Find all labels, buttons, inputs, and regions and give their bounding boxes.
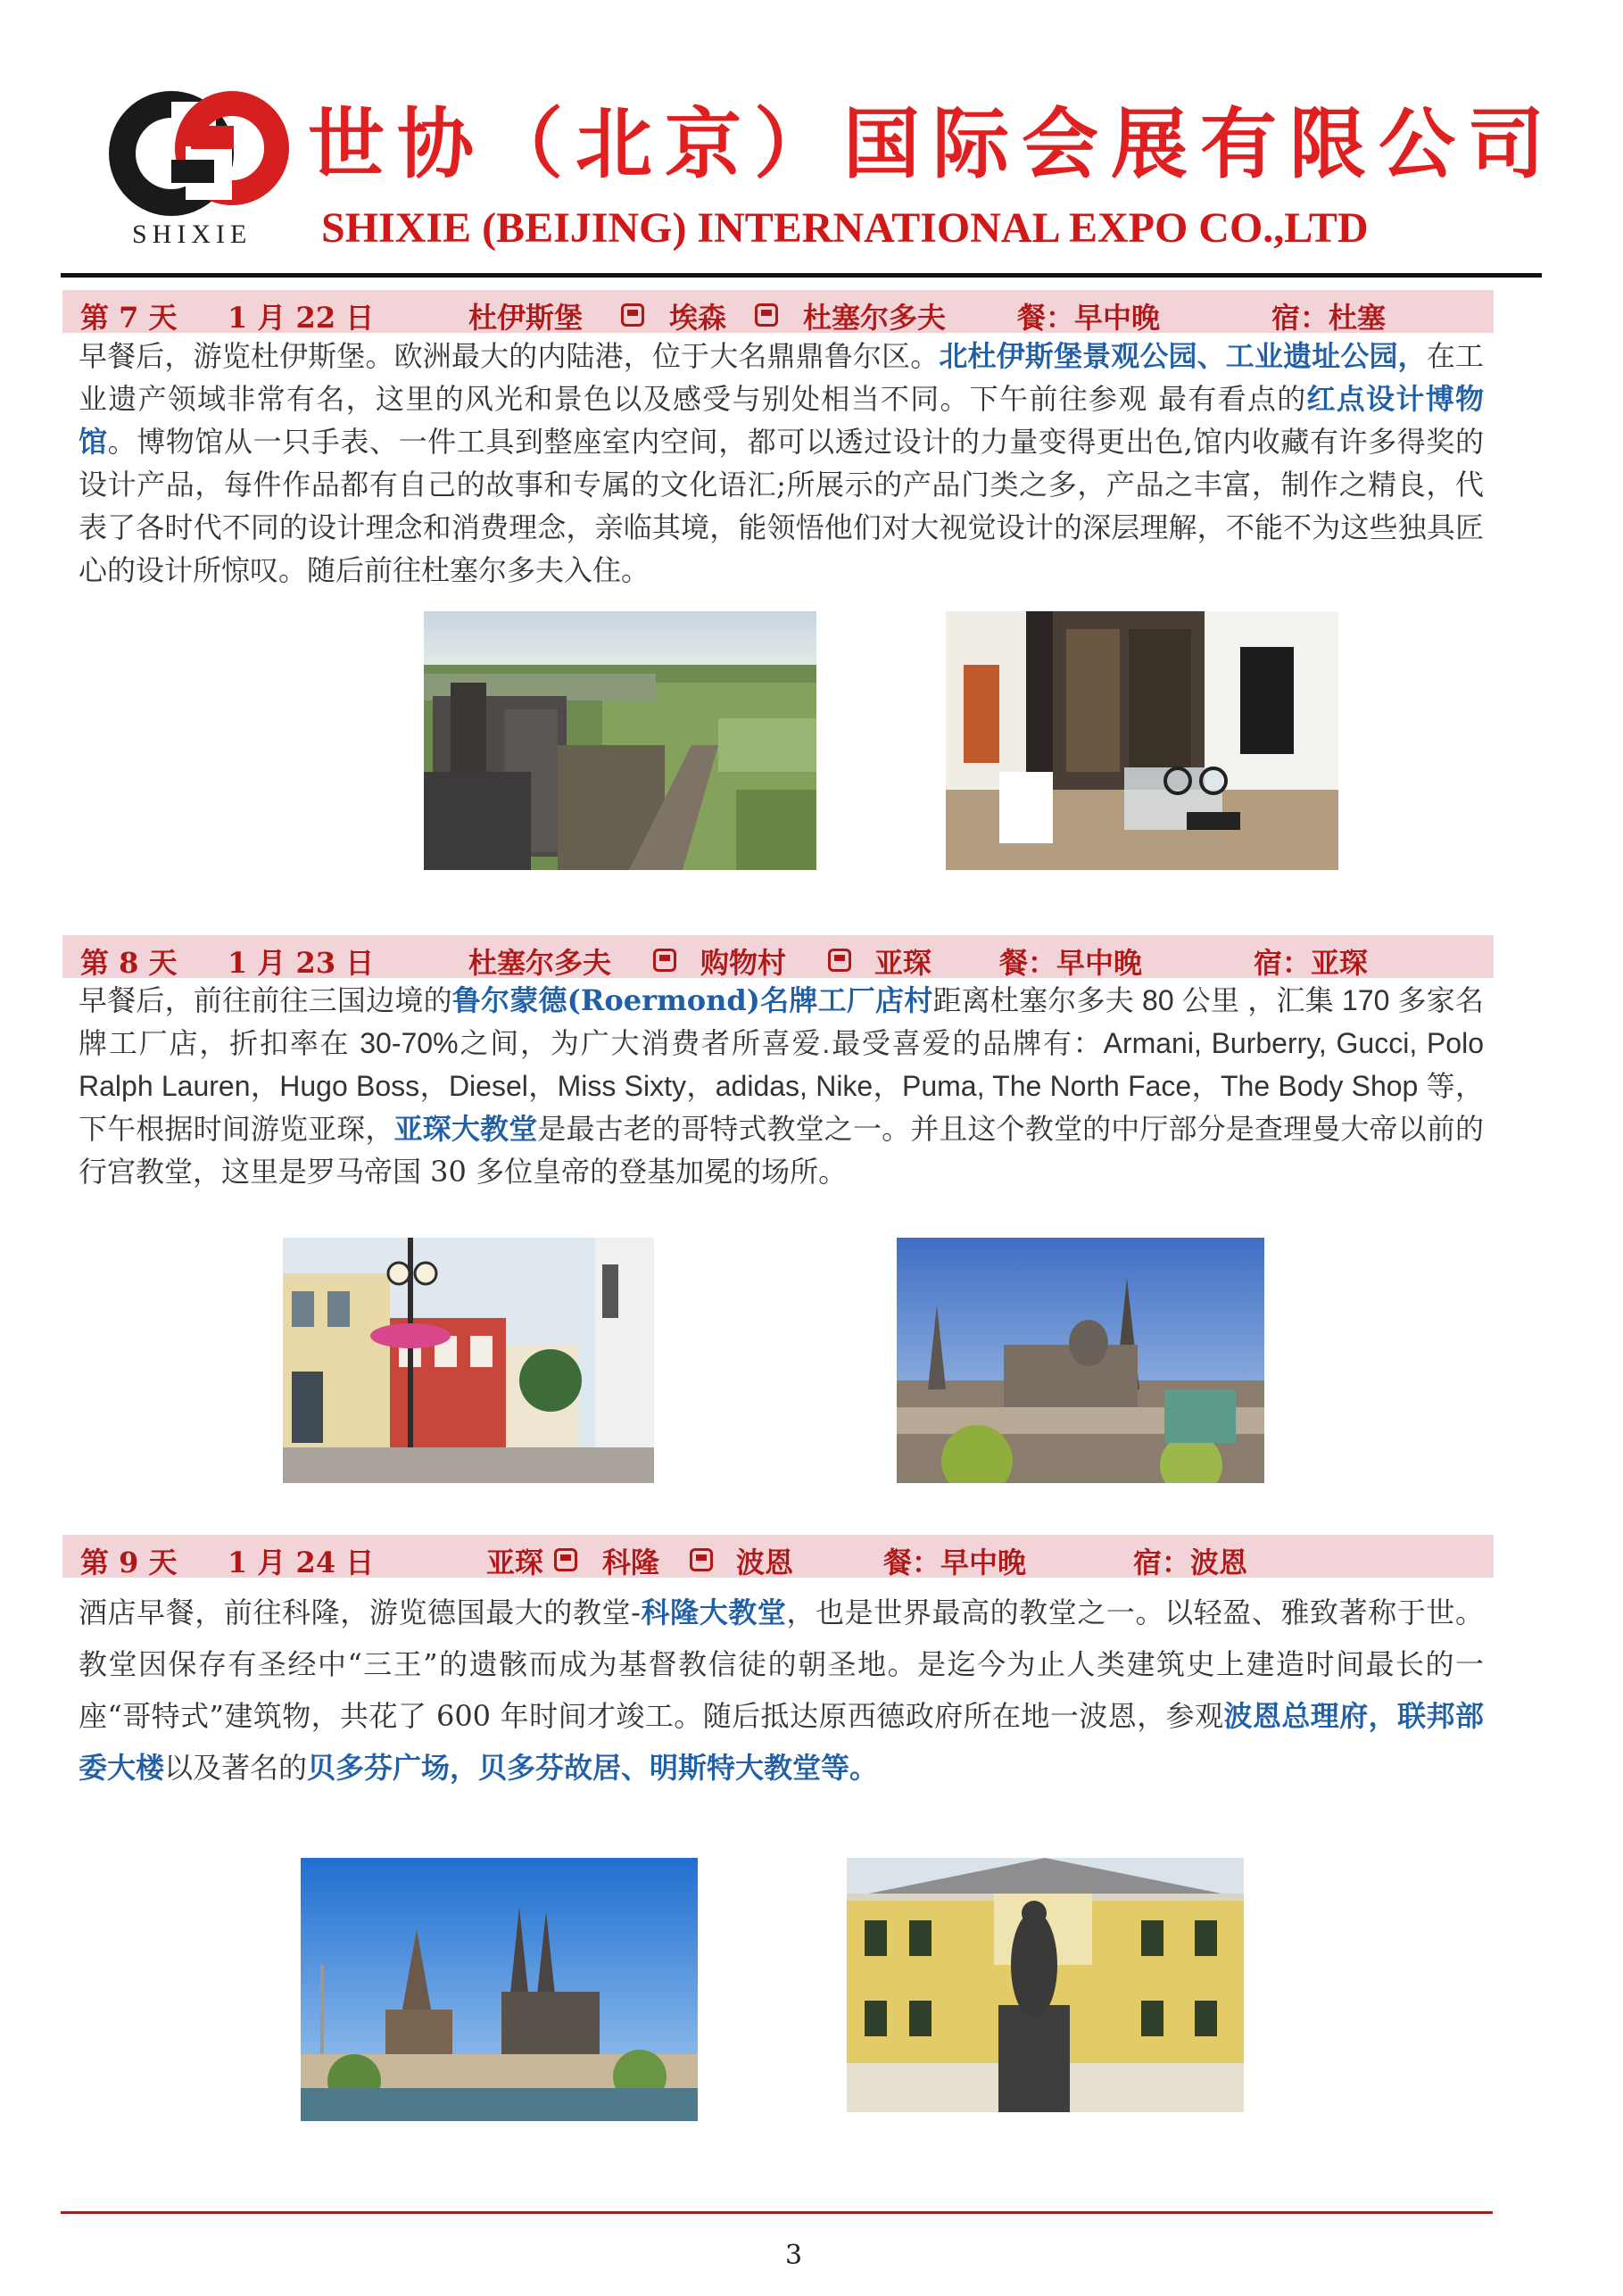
company-name-chinese: 世协（北京）国际会展有限公司 — [308, 99, 1557, 189]
company-logo — [109, 84, 296, 218]
day-8-description — [79, 979, 1484, 1193]
photo-beethoven-monument — [847, 1858, 1244, 2112]
route-stop: 亚琛 — [486, 1546, 544, 1579]
text-segment: 。博物馆从一只手表、一件工具到整座室内空间，都可以透过设计的力量变得更出色,馆内收藏有许多得奖的设计产品，每件作品都有自己的故事和专属的文化语汇;所展示的产品门类之多，产品之丰富，制作之精良，代表了各时代不同的设计理念和消费理念，亲临其境，能领悟他们对大视觉设计的深层理解，不能不为这些独具匠心的设计所惊叹。随后前往杜塞尔多夫入住。 — [79, 425, 1484, 587]
route-stop: 杜塞尔多夫 — [468, 946, 612, 980]
day-7-description — [79, 335, 1484, 592]
route-stop: 杜伊斯堡 — [468, 301, 584, 335]
train-icon — [621, 298, 644, 332]
date-label: 1 月 24 日 — [228, 1546, 375, 1579]
highlight-attraction: 红点设计博物馆 — [79, 382, 1484, 459]
stay-label: 宿：亚琛 — [1254, 946, 1369, 980]
text-segment: ，也是世界最高的教堂之一。以轻盈、雅致著称于世。教堂因保存有圣经中“三王”的遗骸而成为基督教信徒的朝圣地。是迄今为止人类建筑史上建造时间最长的一座“哥特式”建筑物，共花了 600 年时间才竣工。随后抵达原西德政府所在地一波恩，参观 — [79, 1596, 1484, 1733]
day-label: 第 7 天 — [80, 301, 178, 335]
meals-label: 餐：早中晚 — [999, 946, 1143, 980]
route-stop: 杜塞尔多夫 — [803, 301, 947, 335]
photo-landscape-park — [424, 611, 816, 870]
text-segment: 酒店早餐，前往科隆，游览德国最大的教堂- — [79, 1596, 641, 1629]
day-7-header — [62, 290, 1494, 333]
text-segment: 是最古老的哥特式教堂之一。并且这个教堂的中厅部分是查理曼大帝以前的行宫教堂，这里是罗马帝国 30 多位皇帝的登基加冕的场所。 — [79, 1112, 1484, 1189]
route-stop: 波恩 — [736, 1546, 794, 1579]
date-label: 1 月 22 日 — [228, 301, 375, 335]
day-8-header — [62, 935, 1494, 978]
highlight-attraction: 波恩总理府，联邦部委大楼 — [79, 1699, 1484, 1785]
route-stop: 亚琛 — [874, 946, 932, 980]
text-segment: 早餐后，前往前往三国边境的 — [79, 983, 452, 1017]
text-segment: 距离杜塞尔多夫 80 公里 ，汇集 170 多家名牌工厂店，折扣率在 30-70%之间，为广大消费者所喜爱.最受喜爱的品牌有：Armani, Burberry, Gucci, Polo Ralph Lauren，Hugo Boss，Diesel，Miss Sixty，adidas, Nike，Puma, The North Face，The Body Shop 等，下午根据时间游览亚琛， — [79, 984, 1484, 1145]
highlight-attraction: 北杜伊斯堡景观公园、工业遗址公园， — [939, 339, 1427, 373]
text-segment: 早餐后，游览杜伊斯堡。欧洲最大的内陆港，位于大名鼎鼎鲁尔区。 — [79, 339, 940, 373]
train-icon — [653, 943, 676, 977]
route-stop: 购物村 — [700, 946, 787, 980]
meals-label: 餐：早中晚 — [883, 1546, 1027, 1579]
logo-caption: SHIXIE — [132, 220, 253, 249]
day-9-header — [62, 1535, 1494, 1578]
text-segment: 在工业遗产领域非常有名，这里的风光和景色以及感受与别处相当不同。下午前往参观 最有看点的 — [79, 339, 1484, 416]
stay-label: 宿：波恩 — [1133, 1546, 1248, 1579]
highlight-attraction: 亚琛大教堂 — [393, 1112, 538, 1146]
company-name-english: SHIXIE (BEIJING) INTERNATIONAL EXPO CO.,LTD — [321, 204, 1369, 252]
day-9-description — [79, 1587, 1484, 1794]
train-icon — [554, 1543, 577, 1577]
train-icon — [828, 943, 851, 977]
stay-label: 宿：杜塞 — [1271, 301, 1387, 335]
route-stop: 埃森 — [669, 301, 727, 335]
text-segment: 以及著名的 — [164, 1751, 308, 1785]
train-icon — [690, 1543, 713, 1577]
header-divider — [61, 273, 1542, 278]
photo-aachen-cathedral — [897, 1238, 1264, 1483]
day-label: 第 8 天 — [80, 946, 178, 980]
photo-design-museum — [946, 611, 1338, 870]
highlight-attraction: 贝多芬广场，贝多芬故居、明斯特大教堂等。 — [307, 1751, 879, 1785]
photo-outlet-village — [283, 1238, 654, 1483]
date-label: 1 月 23 日 — [228, 946, 375, 980]
photo-cologne-cathedral — [301, 1858, 698, 2121]
train-icon — [755, 298, 778, 332]
highlight-attraction: 科隆大教堂 — [640, 1596, 787, 1629]
day-label: 第 9 天 — [80, 1546, 178, 1579]
route-stop: 科隆 — [602, 1546, 660, 1579]
highlight-attraction: 鲁尔蒙德(Roermond)名牌工厂店村 — [451, 983, 933, 1017]
footer-divider — [61, 2211, 1493, 2214]
page-number: 3 — [785, 2240, 803, 2271]
meals-label: 餐：早中晚 — [1017, 301, 1161, 335]
